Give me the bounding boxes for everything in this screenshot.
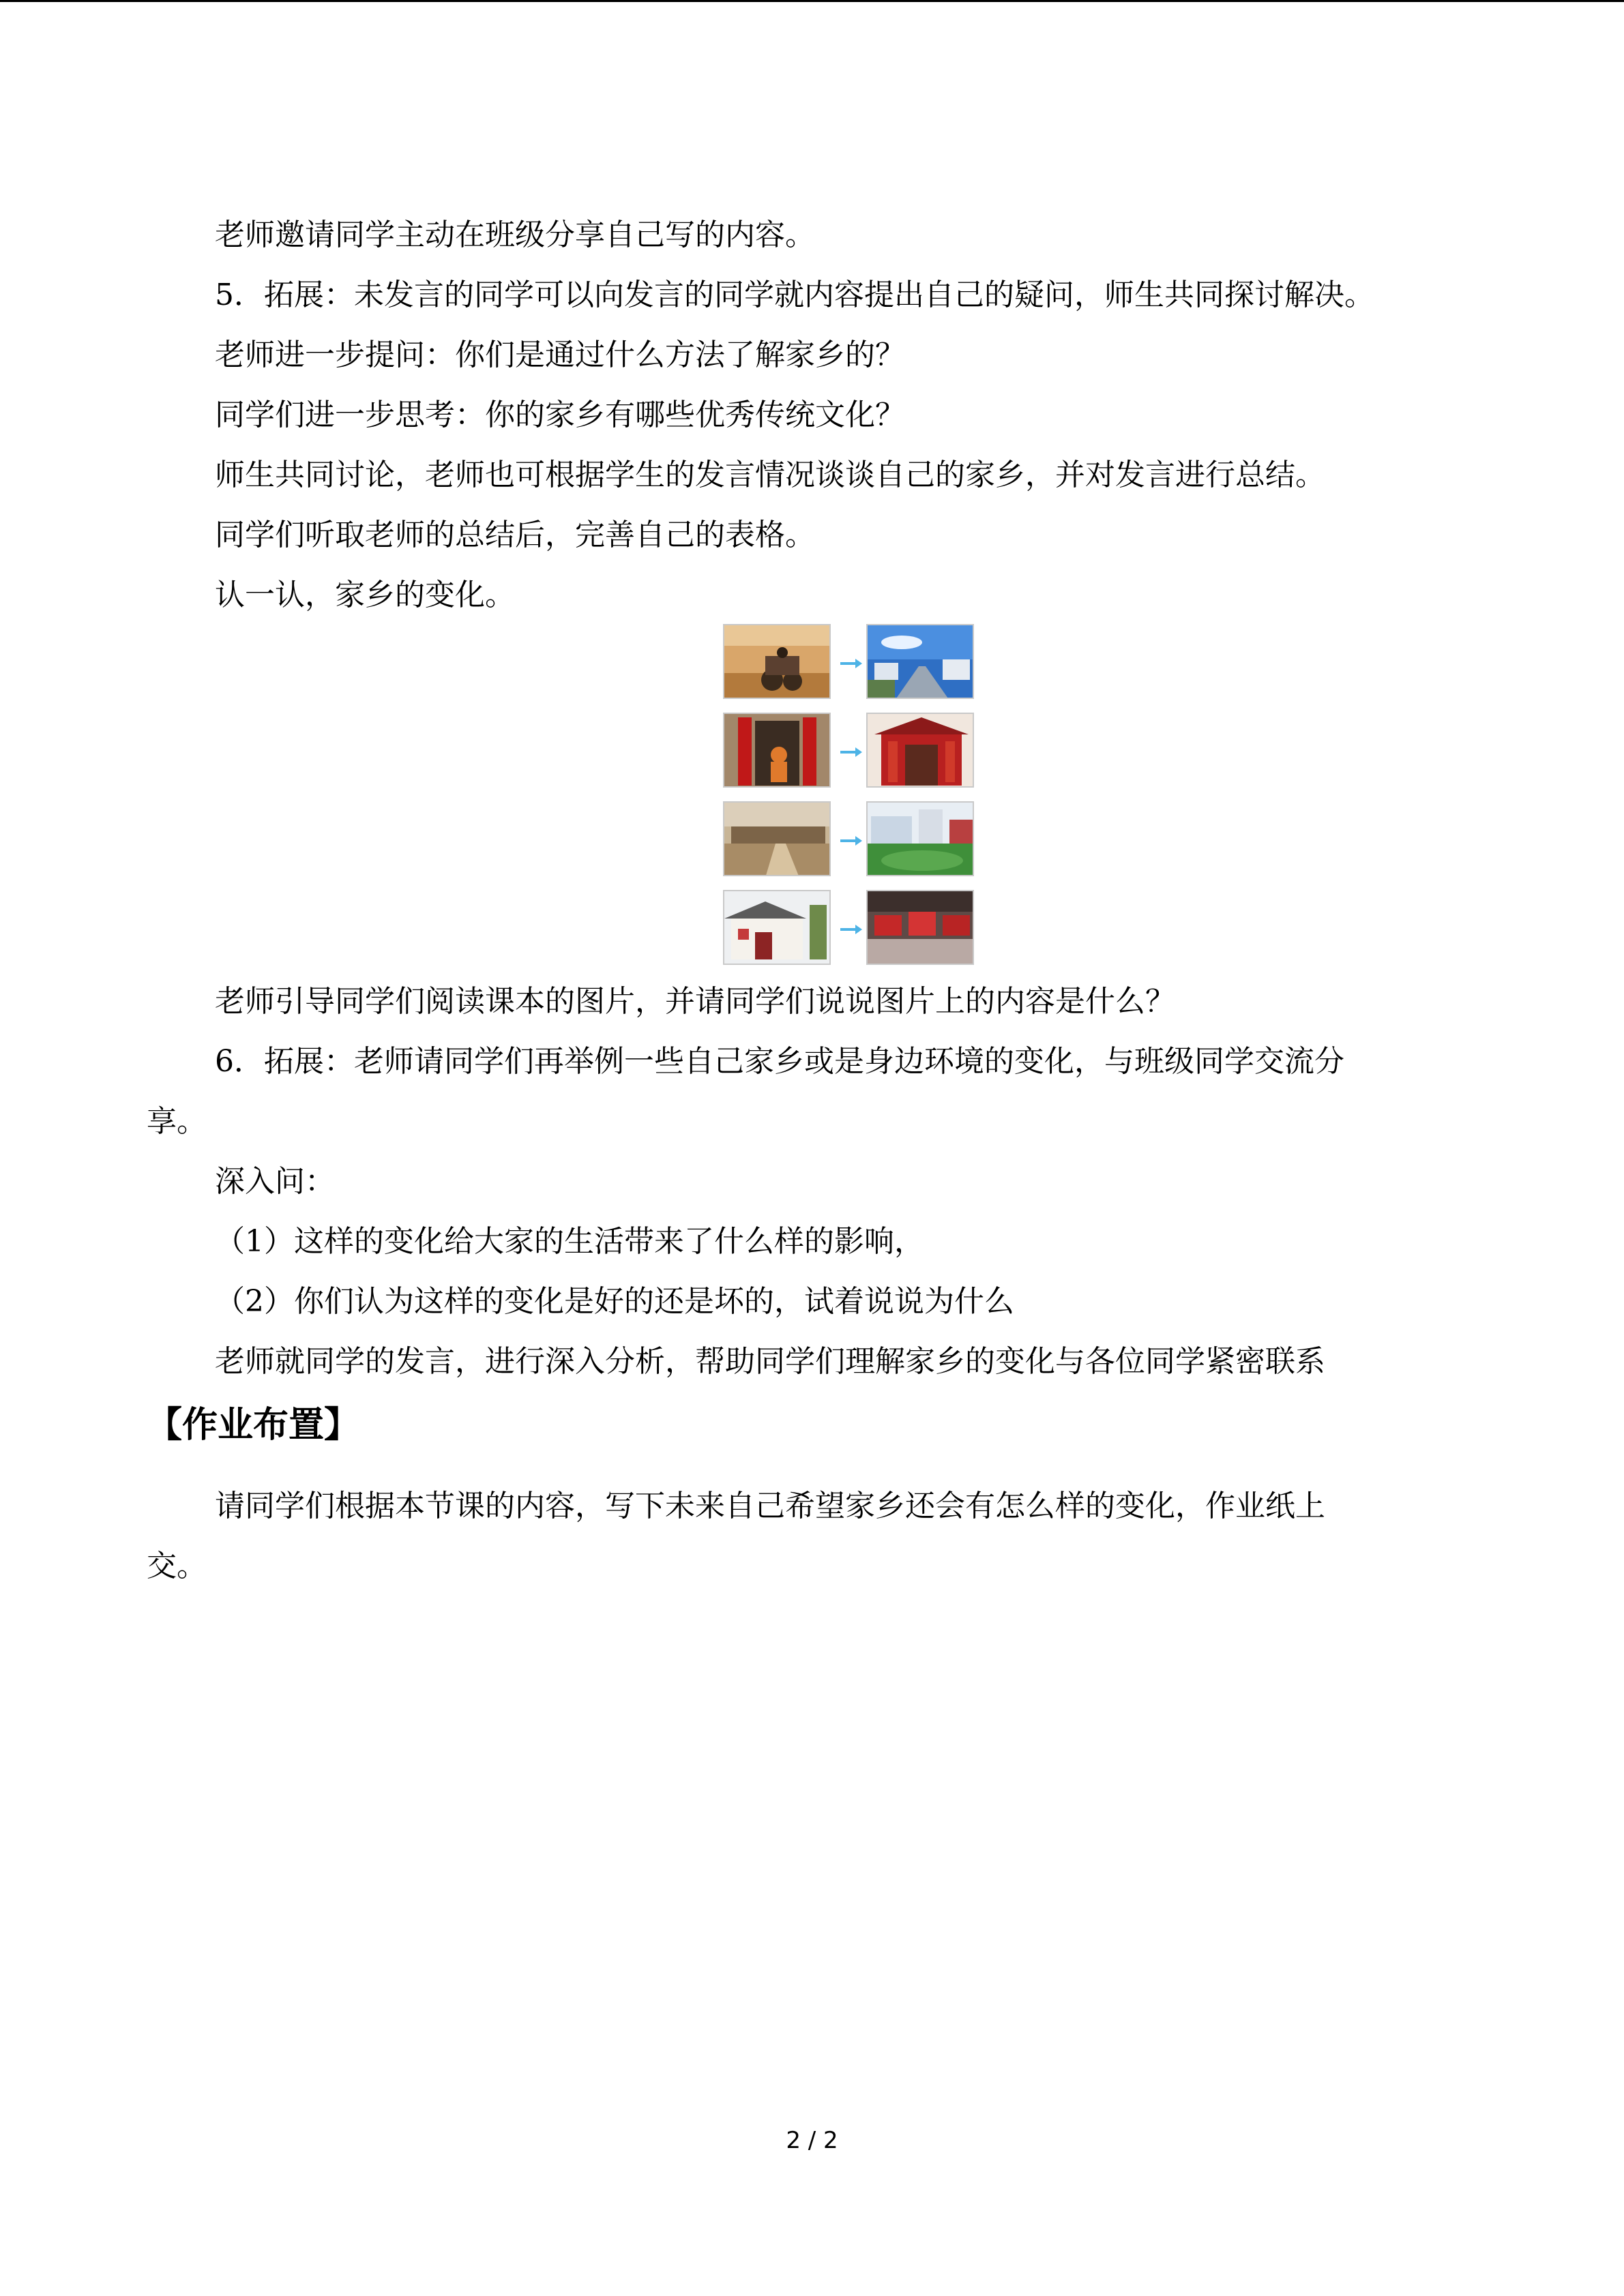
arrow-right-icon (839, 657, 863, 670)
paragraph-extension-6-line2: 享。 (147, 1104, 207, 1139)
paragraph-share: 老师邀请同学主动在班级分享自己写的内容。 (215, 218, 815, 252)
paragraph-identify-changes: 认一认，家乡的变化。 (215, 578, 515, 612)
question-2: （2）你们认为这样的变化是好的还是坏的，试着说说为什么 (215, 1284, 1014, 1319)
new-sports-ground-photo (866, 801, 974, 876)
page-number: 2 / 2 (786, 2127, 838, 2154)
paragraph-extension-6-line1: 6．拓展：老师请同学们再举例一些自己家乡或是身边环境的变化，与班级同学交流分 (215, 1044, 1344, 1079)
new-red-gate-photo (866, 713, 974, 788)
paragraph-teacher-question: 老师进一步提问：你们是通过什么方法了解家乡的？ (215, 338, 905, 372)
old-doorway-photo (723, 713, 831, 788)
question-1: （1）这样的变化给大家的生活带来了什么样的影响， (215, 1224, 924, 1259)
paragraph-guide-reading: 老师引导同学们阅读课本的图片，并请同学们说说图片上的内容是什么？ (215, 984, 1175, 1019)
paragraph-student-thinking: 同学们进一步思考：你的家乡有哪些优秀传统文化？ (215, 398, 905, 432)
hometown-changes-figure (699, 614, 979, 968)
modern-city-road-photo (866, 624, 974, 699)
homework-line1: 请同学们根据本节课的内容，写下未来自己希望家乡还会有怎么样的变化，作业纸上 (215, 1489, 1325, 1523)
homework-heading: 【作业布置】 (147, 1405, 360, 1446)
rural-road-cart-photo (723, 624, 831, 699)
homework-line2: 交。 (147, 1549, 207, 1583)
arrow-right-icon (839, 745, 863, 759)
new-shop-interior-photo (866, 890, 974, 965)
arrow-right-icon (839, 923, 863, 936)
paragraph-deep-question: 深入问： (215, 1164, 335, 1199)
old-house-photo (723, 890, 831, 965)
paragraph-extension-5: 5．拓展：未发言的同学可以向发言的同学就内容提出自己的疑问，师生共同探讨解决。 (215, 278, 1374, 312)
page-top-border (0, 0, 1624, 2)
paragraph-complete-table: 同学们听取老师的总结后，完善自己的表格。 (215, 518, 815, 552)
old-village-photo (723, 801, 831, 876)
paragraph-analysis: 老师就同学的发言，进行深入分析，帮助同学们理解家乡的变化与各位同学紧密联系 (215, 1344, 1325, 1379)
paragraph-discussion: 师生共同讨论，老师也可根据学生的发言情况谈谈自己的家乡，并对发言进行总结。 (215, 458, 1325, 492)
arrow-right-icon (839, 834, 863, 848)
